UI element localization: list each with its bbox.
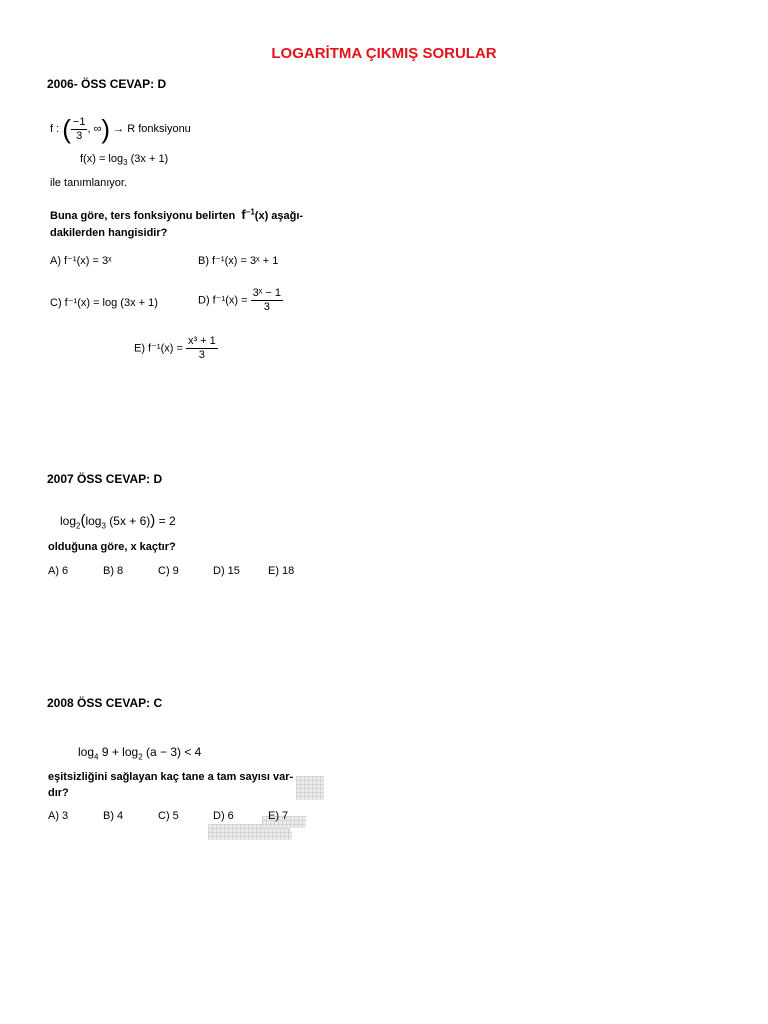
page-title: LOGARİTMA ÇIKMIŞ SORULAR [271, 45, 497, 62]
section-header-2006: 2006- ÖSS CEVAP: D [47, 77, 167, 91]
question-text-line2: dır? [48, 787, 69, 799]
option-a: A) 6 [48, 565, 69, 577]
question-2007 [48, 510, 328, 600]
domain-fraction: $\frac{-1}{3}$ [72, 115, 86, 142]
question-text-line1: eşitsizliğini sağlayan kaç tane a tam sayısı var- [48, 771, 294, 783]
option-b: B) f⁻¹(x) = 3ˣ + 1 [198, 255, 279, 267]
section-header-2008: 2008 ÖSS CEVAP: C [47, 696, 163, 710]
option-d: D) 6 [213, 810, 234, 822]
option-c: C) 9 [158, 565, 179, 577]
section-header-2007: 2007 ÖSS CEVAP: D [47, 472, 163, 486]
function-definition: $f(x) = \log_3 (3x + 1)$ [80, 153, 169, 168]
option-a: A) 3 [48, 810, 69, 822]
question-2006 [50, 110, 350, 380]
option-d: D) 15 [213, 565, 240, 577]
option-b: B) 8 [103, 565, 124, 577]
option-b: B) 4 [103, 810, 124, 822]
option-e: E) 18 [268, 565, 295, 577]
question-text: olduğuna göre, x kaçtır? [48, 541, 176, 553]
question-2008 [48, 742, 328, 832]
inequality-2008: $\log_4 9 + \log_2 (a - 3) < 4$ [78, 745, 202, 762]
equation-2007: $\log_2(\log_3$ (5x + 6)) = 2 [60, 512, 176, 531]
option-a: A) f⁻¹(x) = 3ˣ [50, 255, 112, 267]
question-text-line2: dakilerden hangisidir? [50, 227, 168, 239]
option-d: D) f⁻¹(x) = $\frac{\text{3ˣ − 1}}{3}$ [198, 287, 281, 313]
option-c: C) 5 [158, 810, 179, 822]
defined-text: ile tanımlanıyor. [50, 177, 128, 189]
option-e: E) f⁻¹(x) = $\frac{\text{x³ + 1}}{3}$ [134, 335, 216, 361]
option-c: C) f⁻¹(x) = log (3x + 1) [50, 297, 158, 309]
option-e: E) 7 [268, 810, 289, 822]
question-text-line1: Buna göre, ters fonksiyonu belirten $f^{-1}(x)$ aşağı- [50, 207, 304, 222]
domain-expression: f : ( $\frac{-1}{3}$ , ∞) → R fonksiyonu [50, 114, 191, 144]
